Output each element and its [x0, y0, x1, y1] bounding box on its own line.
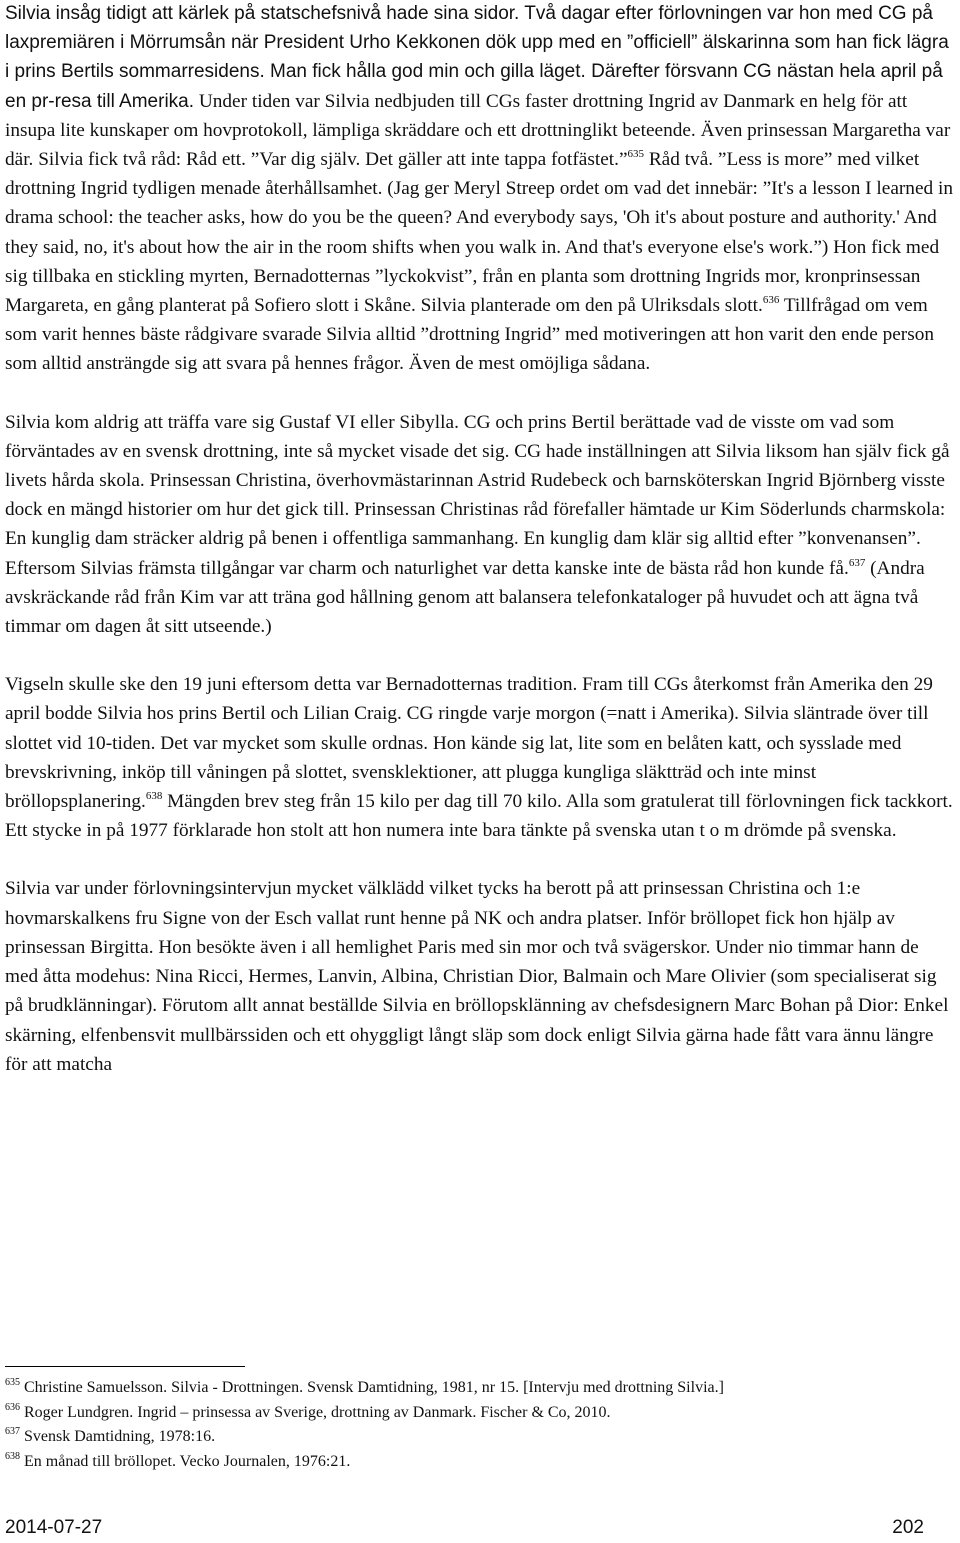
footnote-ref-638: 638	[145, 790, 163, 803]
paragraph-3	[5, 670, 955, 845]
footer-date: 2014-07-27	[5, 1517, 103, 1538]
footnote-number: 637	[5, 1426, 20, 1437]
document-body	[5, 0, 955, 1108]
footnote-text: En månad till bröllopet. Vecko Journalen, 1976:21.	[20, 1452, 351, 1470]
footnote-ref-637: 637	[848, 556, 866, 569]
paragraph-3-text-b: Mängden brev steg från 15 kilo per dag till 70 kilo. Alla som gratulerat till förlovningen fick tackkort. Ett stycke in på 1977 förklarade hon stolt att hon numera inte bara tänkte på svenska utan t o m drömde på svenska.	[5, 791, 953, 842]
paragraph-2	[5, 408, 955, 642]
footnote-separator	[5, 1366, 245, 1367]
footnote-638	[5, 1450, 955, 1475]
footnote-637	[5, 1425, 955, 1450]
footnote-text: Christine Samuelsson. Silvia - Drottningen. Svensk Damtidning, 1981, nr 15. [Intervju med drottning Silvia.]	[20, 1379, 724, 1396]
footnote-636	[5, 1401, 955, 1426]
footnote-ref-635: 635	[627, 148, 644, 161]
footnote-text: Svensk Damtidning, 1978:16.	[20, 1428, 216, 1445]
paragraph-2-text-b: (Andra avskräckande råd från Kim var att träna god hållning genom att balansera telefonkataloger på huvudet och att ägna två timmar om dagen åt sitt utseende.)	[5, 557, 925, 638]
page-number: 202	[892, 1517, 924, 1538]
paragraph-3-text-a: Vigseln skulle ske den 19 juni eftersom detta var Bernadotternas tradition. Fram till CGs återkomst från Amerika den 29 april bodde Silvia hos prins Bertil och Lilian Craig. CG ringde varje morgon (=natt i Amerika). Silvia släntrade över till slottet vid 10-tiden. Det var mycket som skulle ordnas. Hon kände sig lat, lite som en belåten katt, och sysslade med brevskrivning, inköp till våningen på slottet, svensklektioner, att plugga kungliga släktträd och inte minst bröllopsplanering.	[5, 674, 933, 813]
paragraph-1-text-a: Under tiden var Silvia nedbjuden till CGs faster drottning Ingrid av Danmark en helg för att insupa lite kunskaper om hovprotokoll, lämpliga skräddare och ett drottninglikt beteende. Även prinsessan Margaretha var där. Silvia fick två råd: Råd ett. ”Var dig själv. Det gäller att inte tappa fotfästet.”	[5, 90, 951, 171]
footnote-number: 636	[5, 1401, 20, 1413]
paragraph-1-opening: Silvia insåg tidigt att kärlek på statschefsnivå hade sina sidor. Två dagar efter förlovningen var hon med CG på laxpremiären i Mörrumsån när President Urho Kekkonen dök upp med en ”officiell” älskarinna som han fick lägra i prins Bertils sommarresidens. Man fick hålla god min och gilla läget. Därefter försvann CG nästan hela april på en pr-resa till Amerika.	[5, 3, 949, 112]
footnote-text: Roger Lundgren. Ingrid – prinsessa av Sverige, drottning av Danmark. Fischer & Co, 2010.	[20, 1403, 611, 1421]
footnote-number: 638	[5, 1450, 20, 1462]
footnotes	[5, 1376, 955, 1474]
paragraph-2-text-a: Silvia kom aldrig att träffa vare sig Gustaf VI eller Sibylla. CG och prins Bertil berättade vad de visste om vad som förväntades av en svensk drottning, inte så mycket visade det sig. CG hade inställningen att Silvia liksom han själv fick gå livets hårda skola. Prinsessan Christina, överhovmästarinnan Astrid Rudebeck och barnsköterskan Ingrid Björnberg visste dock en mängd historier om hur det gick till. Prinsessan Christinas råd förefaller hämtade ur Kim Söderlunds charmskola: En kunglig dam sträcker aldrig på benen i offentliga sammanhang. En kunglig dam klär sig alltid efter ”konvenansen”. Eftersom Silvias främsta tillgångar var charm och naturlighet var detta kanske inte de bästa råd hon kunde få.	[5, 411, 950, 579]
paragraph-1	[5, 0, 955, 379]
footnote-ref-636: 636	[762, 294, 780, 307]
paragraph-1-text-c: Tillfrågad om vem som varit hennes bäste rådgivare svarade Silvia alltid ”drottning Ingrid” med motiveringen att hon varit den ende person som alltid ansträngde sig att svara på hennes frågor. Även de mest omöjliga sådana.	[5, 295, 934, 375]
paragraph-4	[5, 874, 955, 1078]
paragraph-1-text-b: Råd två. ”Less is more” med vilket drottning Ingrid tydligen menade återhållsamhet. (Jag ger Meryl Streep ordet om vad det innebär: ”It's a lesson I learned in drama school: the teacher asks, how do you be the queen? And everybody says, 'Oh it's about posture and authority.' And they said, no, it's about how the air in the room shifts when you walk in. And that's everyone else's work.”) Hon fick med sig tillbaka en stickling myrten, Bernadotternas ”lyckokvist”, från en planta som drottning Ingrids mor, kronprinsessan Margareta, en gång planterat på Sofiero slott i Skåne. Silvia planterade om den på Ulriksdals slott.	[5, 149, 953, 317]
footnote-number: 635	[5, 1377, 20, 1388]
paragraph-4-text: Silvia var under förlovningsintervjun mycket välklädd vilket tycks ha berott på att prinsessan Christina och 1:e hovmarskalkens fru Signe von der Esch vallat runt henne på NK och andra platser. Inför bröllopet fick hon hjälp av prinsessan Birgitta. Hon besökte även i all hemlighet Paris med sin mor och två svägerskor. Under nio timmar hann de med åtta modehus: Nina Ricci, Hermes, Lanvin, Albina, Christian Dior, Balmain och Mare Olivier (som specialiserat sig på brudklänningar). Förutom allt annat beställde Silvia en bröllopsklänning av chefsdesignern Marc Bohan på Dior: Enkel skärning, elfenbensvit mullbärssiden och ett ohyggligt långt släp som dock enligt Silvia gärna hade fått vara ännu längre för att matcha	[5, 878, 949, 1075]
footnote-635	[5, 1376, 955, 1401]
